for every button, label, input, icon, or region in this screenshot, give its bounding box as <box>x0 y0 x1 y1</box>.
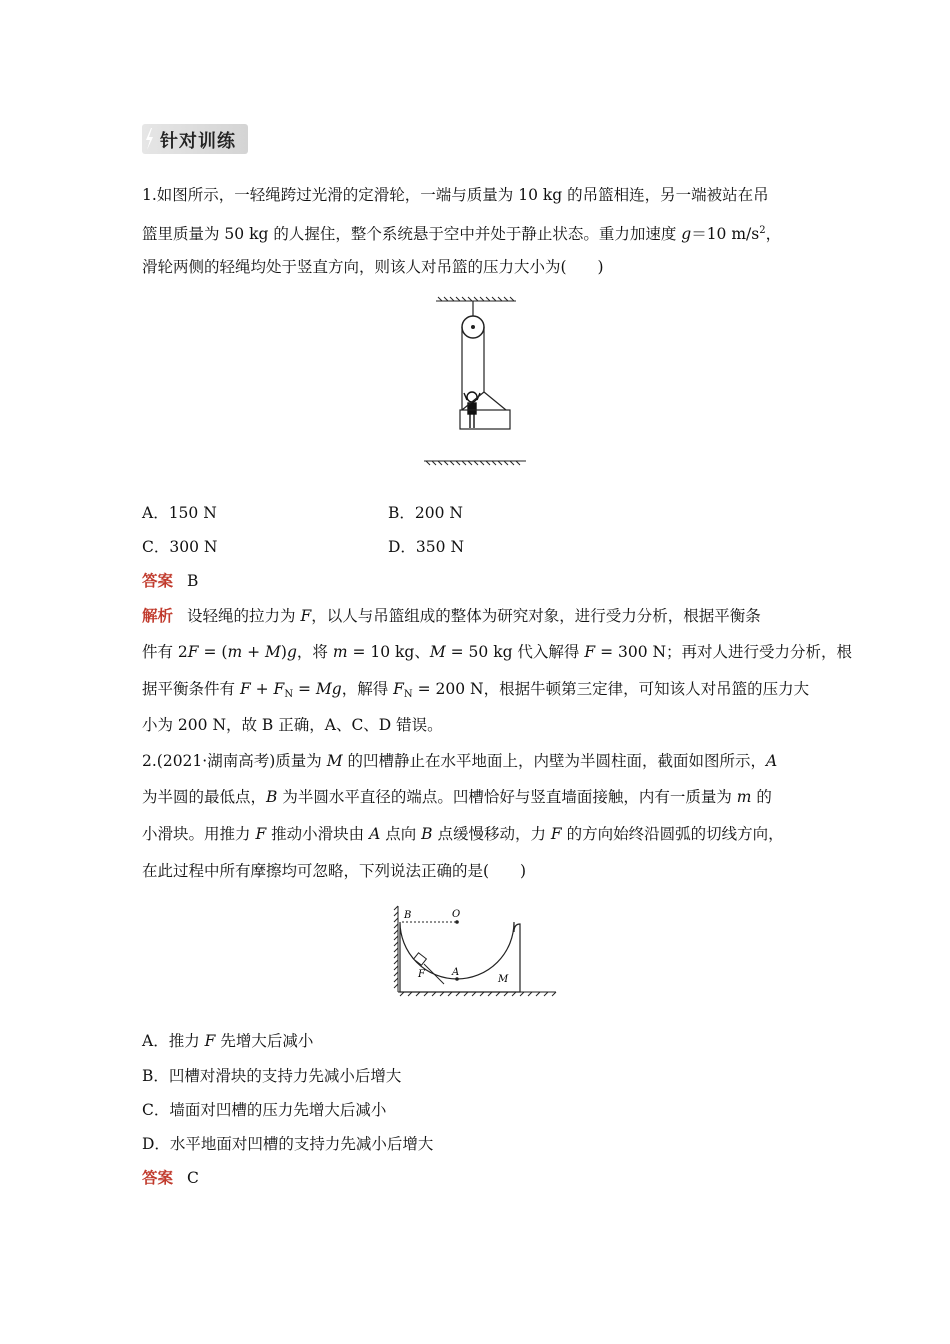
q1-stem-line-3: 滑轮两侧的轻绳均处于竖直方向，则该人对吊篮的压力大小为( ) <box>142 258 604 276</box>
floor <box>424 461 526 465</box>
lightning-icon <box>144 128 154 150</box>
q2-option-c: C．墙面对凹槽的压力先增大后减小 <box>142 1101 387 1119</box>
label-m: M <box>498 974 509 985</box>
q2-option-a: A．推力 F 先增大后减小 <box>142 1032 314 1050</box>
q1-option-a: A．150 N <box>142 504 217 522</box>
label-a: A <box>452 967 460 978</box>
q1-answer: 答案 B <box>142 572 199 590</box>
q1-stem-line-1: 1.如图所示，一轻绳跨过光滑的定滑轮，一端与质量为 10 kg 的吊篮相连，另一端被站在吊 <box>142 186 769 204</box>
q2-stem-line-1: 2.(2021·湖南高考)质量为 M 的凹槽静止在水平地面上，内壁为半圆柱面，截面如图所示，A <box>142 752 778 770</box>
q1-option-b: B．200 N <box>388 504 463 522</box>
q1-analysis-line-1: 解析 设轻绳的拉力为 F，以人与吊篮组成的整体为研究对象，进行受力分析，根据平衡条 <box>142 607 761 625</box>
q1-option-d: D．350 N <box>388 538 465 556</box>
q1-pulley-figure <box>420 296 530 468</box>
label-f: F <box>418 969 425 980</box>
ceiling <box>436 297 516 301</box>
q2-stem-line-2: 为半圆的最低点，B 为半圆水平直径的端点。凹槽恰好与竖直墙面接触，内有一质量为 m 的 <box>142 788 772 806</box>
q2-stem-line-3: 小滑块。用推力 F 推动小滑块由 A 点向 B 点缓慢移动，力 F 的方向始终沿圆弧的切线方向， <box>142 825 784 843</box>
section-header-tag <box>142 124 248 154</box>
q1-analysis-line-4: 小为 200 N，故 B 正确，A、C、D 错误。 <box>142 716 443 734</box>
q1-analysis-line-3: 据平衡条件有 $F + F_N = Mg$，解得 $F_N = 200$ N，根据牛顿第三定律，可知该人对吊篮的压力大 <box>142 680 810 700</box>
section-title: 针对训练 <box>160 131 236 152</box>
q1-stem-line-2: 篮里质量为 50 kg 的人握住，整个系统悬于空中并处于静止状态。重力加速度 g＝10 $m/s^2$， <box>142 225 782 243</box>
q1-option-c: C．300 N <box>142 538 218 556</box>
force-arrow <box>424 964 444 984</box>
center-point-o <box>455 920 459 924</box>
label-b: B <box>404 910 412 921</box>
q2-groove-figure <box>388 902 560 1000</box>
q2-option-d: D．水平地面对凹槽的支持力先减小后增大 <box>142 1135 434 1153</box>
label-o: O <box>452 909 461 920</box>
q2-option-b: B．凹槽对滑块的支持力先减小后增大 <box>142 1067 402 1085</box>
slider-block <box>414 953 427 965</box>
pulley-axle <box>471 325 475 329</box>
q1-analysis-line-2: 件有 2F = (m + M)g，将 m = 10 kg、M = 50 kg 代入解得 F = 300 N；再对人进行受力分析，根 <box>142 643 853 661</box>
q2-answer: 答案 C <box>142 1169 199 1187</box>
q2-stem-line-4: 在此过程中所有摩擦均可忽略，下列说法正确的是( ) <box>142 862 527 880</box>
wall <box>394 906 398 992</box>
